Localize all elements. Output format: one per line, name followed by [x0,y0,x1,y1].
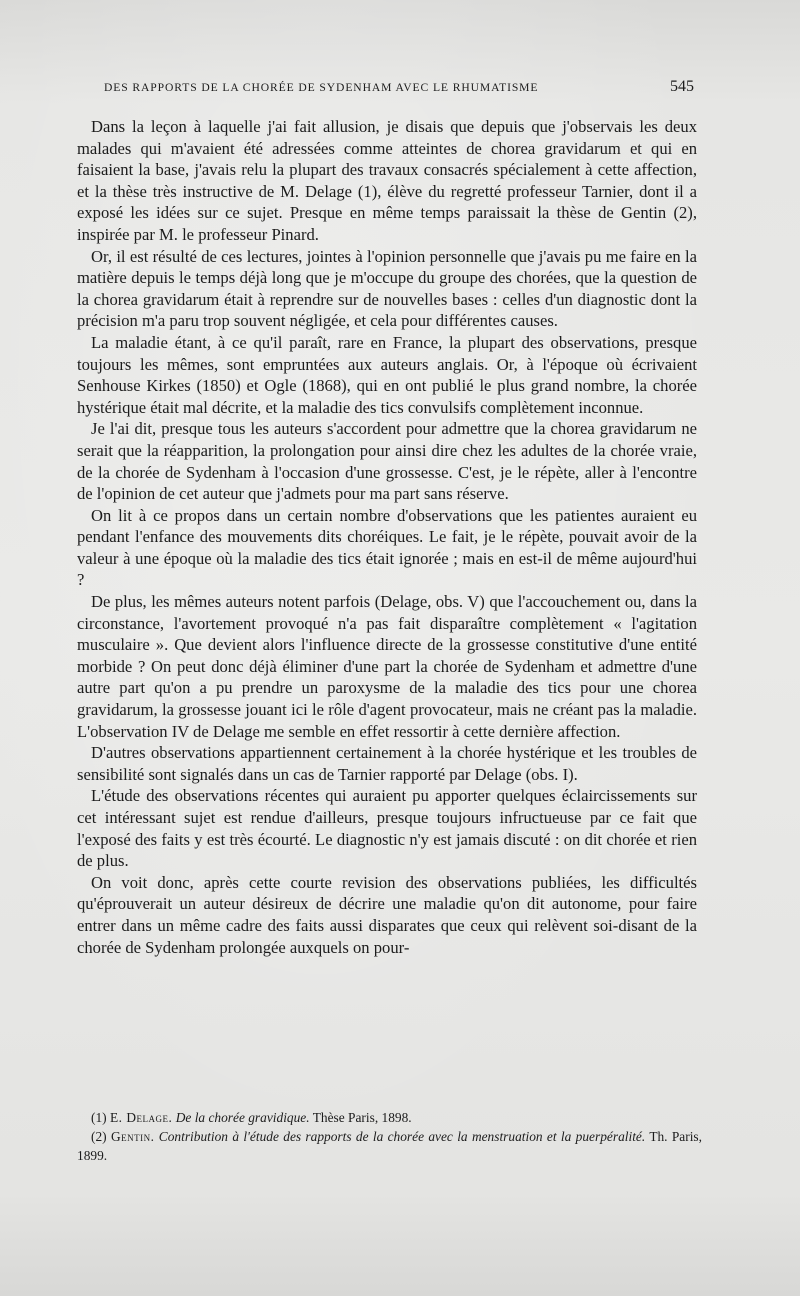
paragraph: Or, il est résulté de ces lectures, jointes à l'opinion personnelle que j'avais pu me faire en la matière depuis le temps déjà long que je m'occupe du groupe des chorées, que la question de la chorea gravidarum était à reprendre sur de nouvelles bases : celles d'un diagnostic dont la précision m'a paru trop souvent négligée, et cela pour différentes causes. [77,246,697,331]
paragraph: Dans la leçon à laquelle j'ai fait allusion, je disais que depuis que j'observais les deux malades qui m'avaient été adressées comme atteintes de chorea gravidarum et qui en faisaient la base, j'avais relu la plupart des travaux consacrés spécialement à cette affection, et la thèse très instructive de M. Delage (1), élève du regretté professeur Tarnier, dont il a exposé les idées sur ce sujet. Presque en même temps paraissait la thèse de Gentin (2), inspirée par M. le professeur Pinard. [77,117,697,244]
paragraph: On voit donc, après cette courte revision des observations publiées, les difficultés qu'éprouverait un auteur désireux de décrire une maladie qu'on dit autonome, pour faire entrer dans un même cadre des faits aussi disparates que ceux qui relèvent soi-disant de la chorée de Sydenham prolongée auxquels on pour- [77,872,697,957]
paragraph: D'autres observations appartiennent certainement à la chorée hystérique et les troubles de sensibilité sont signalés dans un cas de Tarnier rapporté par Delage (obs. I). [77,743,697,784]
body-text [77,116,697,958]
paragraph: L'étude des observations récentes qui auraient pu apporter quelques éclaircissements sur cet intéressant sujet est rendue d'ailleurs, presque toujours infructueuse par ce fait que l'exposé des faits y est très écourté. Le diagnostic n'y est jamais discuté : on dit chorée et rien de plus. [77,786,697,871]
footnote-author: Gentin. [110,1129,155,1144]
footnote-details: Thèse Paris, 1898. [312,1110,412,1125]
paragraph: La maladie étant, à ce qu'il paraît, rare en France, la plupart des observations, presque toujours les mêmes, sont empruntées aux auteurs anglais. Or, à l'époque où écrivaient Senhouse Kirkes (1850) et Ogle (1868), qui en ont publié le plus grand nombre, la chorée hystérique était mal décrite, et la maladie des tics convulsifs complètement inconnue. [77,332,697,417]
running-head [104,78,694,96]
footnote-author: E. Delage. [109,1110,173,1125]
running-title: DES RAPPORTS DE LA CHORÉE DE SYDENHAM AVEC LE RHUMATISME [104,81,539,94]
paragraph: On lit à ce propos dans un certain nombre d'observations que les patientes auraient eu pendant l'enfance des mouvements dits choréiques. Le fait, je le répète, pouvait avoir de la valeur à une époque où la maladie des tics était ignorée ; mais en est-il de même aujourd'hui ? [77,505,697,590]
footnote-2 [77,1127,702,1165]
page-number: 545 [670,78,694,95]
paragraph: De plus, les mêmes auteurs notent parfois (Delage, obs. V) que l'accouchement ou, dans la circonstance, l'avortement provoqué n'a pas fait disparaître complètement « l'agitation musculaire ». Que devient alors l'influence directe de la grossesse constitutive d'une entité morbide ? On peut donc déjà éliminer d'une part la chorée de Sydenham et admettre d'une autre part qu'on a pu prendre un paroxysme de la maladie des tics pour une chorea gravidarum, la grossesse jouant ici le rôle d'agent provocateur, mais ne créant pas la maladie. L'observation IV de Delage me semble en effet ressortir à cette dernière affection. [77,592,697,741]
footnote-title: De la chorée gravidique. [175,1110,310,1125]
footnotes [77,1108,702,1165]
footnote-marker: (1) [91,1110,107,1125]
paragraph: Je l'ai dit, presque tous les auteurs s'accordent pour admettre que la chorea gravidarum ne serait que la réapparition, la prolongation pour ainsi dire chez les adultes de la chorée vraie, de la chorée de Sydenham à l'occasion d'une grossesse. C'est, je le répète, aller à l'encontre de l'opinion de cet auteur que j'admets pour ma part sans réserve. [77,419,697,504]
footnote-title: Contribution à l'étude des rapports de la chorée avec la menstruation et la puerpéralité. [158,1129,646,1144]
footnote-marker: (2) [91,1129,107,1144]
footnote-1 [77,1108,702,1127]
footnote-details: Th. Paris, 1899. [77,1129,702,1163]
